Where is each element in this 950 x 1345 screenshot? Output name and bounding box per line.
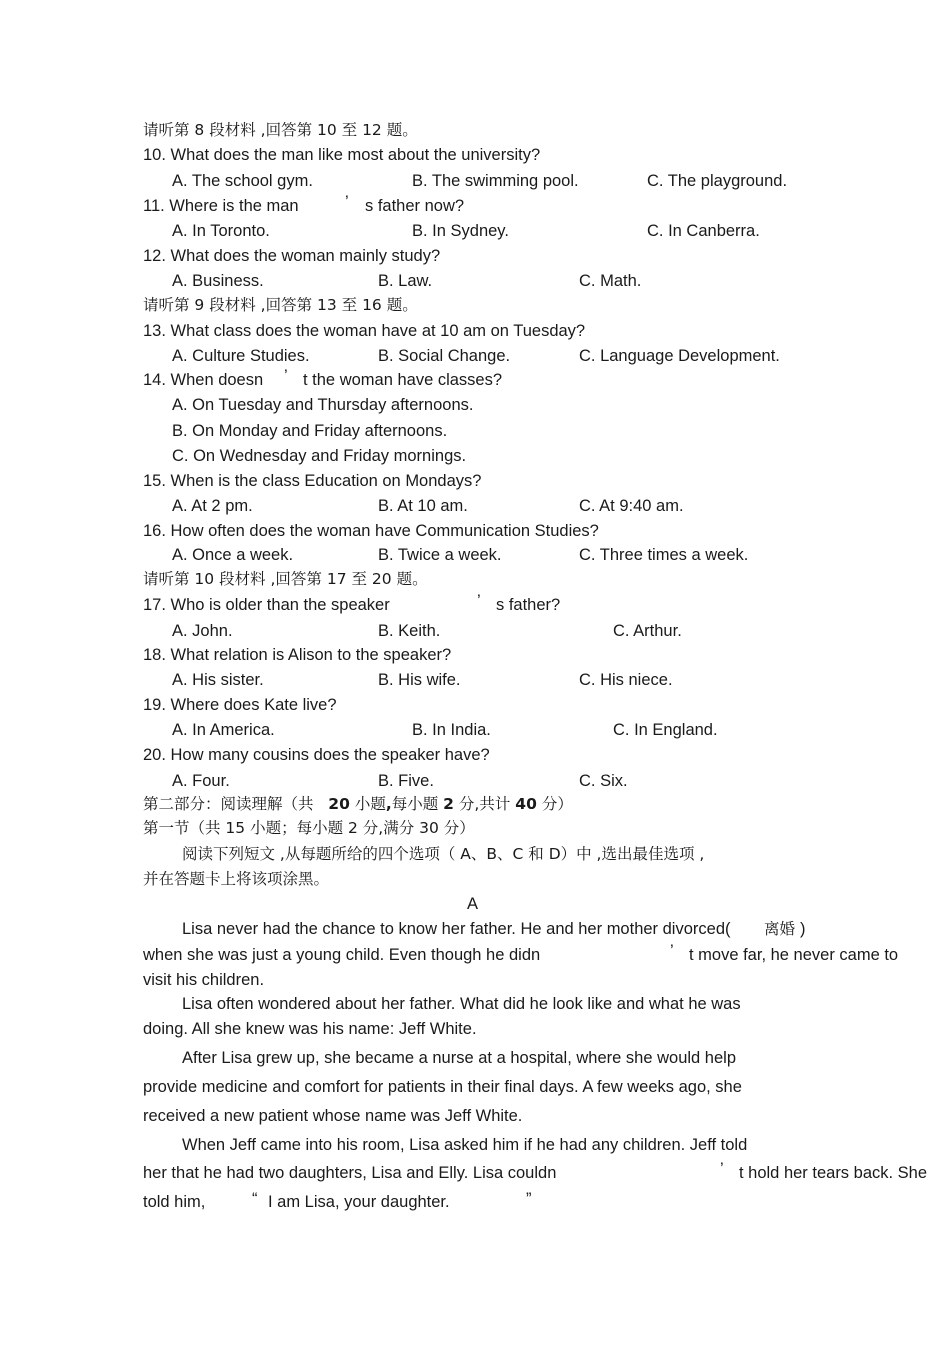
- option-18a: A. His sister.: [172, 671, 264, 689]
- option-18b: B. His wife.: [378, 671, 461, 689]
- option-18c: C. His niece.: [579, 671, 673, 689]
- option-13b: B. Social Change.: [378, 347, 511, 365]
- option-14b: B. On Monday and Friday afternoons.: [172, 422, 448, 440]
- option-12c: C. Math.: [579, 272, 642, 290]
- option-13c: C. Language Development.: [579, 347, 780, 365]
- passage-title: A: [467, 895, 479, 913]
- option-19c: C. In England.: [613, 721, 718, 739]
- option-16c: C. Three times a week.: [579, 546, 749, 564]
- question-17-part2: s father?: [496, 596, 561, 614]
- option-15c: C. At 9:40 am.: [579, 497, 684, 515]
- option-12b: B. Law.: [378, 272, 433, 290]
- option-13a: A. Culture Studies.: [172, 347, 310, 365]
- option-17a: A. John.: [172, 622, 233, 640]
- section-heading-9: 请听第 9 段材料 ,回答第 13 至 16 题。: [143, 296, 418, 314]
- option-16a: A. Once a week.: [172, 546, 294, 564]
- passage-p4-line2-part1: her that he had two daughters, Lisa and Elly. Lisa couldn: [143, 1164, 557, 1182]
- question-14-apostrophe: ’: [284, 367, 288, 385]
- passage-p4-line2-part2: t hold her tears back. She: [739, 1164, 928, 1182]
- question-14-part1: 14. When doesn: [143, 371, 264, 389]
- passage-p1-line2-part2: t move far, he never came to: [689, 946, 899, 964]
- passage-p1-gloss-close: ): [800, 920, 806, 938]
- question-13: 13. What class does the woman have at 10 am on Tuesday?: [143, 322, 586, 340]
- passage-p3-line2: provide medicine and comfort for patients in their final days. A few weeks ago, she: [143, 1078, 742, 1096]
- passage-p3-line3: received a new patient whose name was Jeff White.: [143, 1107, 523, 1125]
- option-15a: A. At 2 pm.: [172, 497, 253, 515]
- question-15: 15. When is the class Education on Mondays?: [143, 472, 482, 490]
- option-19b: B. In India.: [412, 721, 491, 739]
- passage-p1-line1: Lisa never had the chance to know her father. He and her mother divorced(: [182, 920, 731, 938]
- passage-p2-line2: doing. All she knew was his name: Jeff White.: [143, 1020, 477, 1038]
- passage-p1-line3: visit his children.: [143, 971, 265, 989]
- passage-p2-line1: Lisa often wondered about her father. What did he look like and what he was: [182, 995, 741, 1013]
- passage-p4-line1: When Jeff came into his room, Lisa asked him if he had any children. Jeff told: [182, 1136, 748, 1154]
- option-19a: A. In America.: [172, 721, 275, 739]
- option-20c: C. Six.: [579, 772, 628, 790]
- question-11-part1: 11. Where is the man: [143, 197, 299, 215]
- section-heading-8: 请听第 8 段材料 ,回答第 10 至 12 题。: [143, 121, 418, 139]
- option-20b: B. Five.: [378, 772, 434, 790]
- question-20: 20. How many cousins does the speaker have?: [143, 746, 490, 764]
- option-10c: C. The playground.: [647, 172, 788, 190]
- part-two-heading: 第二部分：阅读理解（共 20 小题,每小题 2 分,共计 40 分）: [143, 795, 573, 813]
- section-one-heading: 第一节（共 15 小题；每小题 2 分,满分 30 分）: [143, 819, 475, 837]
- passage-p4-line3-part1: told him,: [143, 1193, 206, 1211]
- option-10b: B. The swimming pool.: [412, 172, 579, 190]
- question-14-part2: t the woman have classes?: [303, 371, 503, 389]
- option-14c: C. On Wednesday and Friday mornings.: [172, 447, 467, 465]
- option-10a: A. The school gym.: [172, 172, 313, 190]
- passage-p4-line2-apostrophe: ’: [720, 1160, 724, 1178]
- question-10: 10. What does the man like most about the university?: [143, 146, 541, 164]
- instructions-line-1: 阅读下列短文 ,从每题所给的四个选项（ A、B、C 和 D）中 ,选出最佳选项 ,: [182, 845, 705, 863]
- instructions-line-2: 并在答题卡上将该项涂黑。: [143, 870, 330, 888]
- passage-p1-line2-part1: when she was just a young child. Even though he didn: [143, 946, 541, 964]
- passage-p1-line2-apostrophe: ’: [670, 942, 674, 960]
- option-11c: C. In Canberra.: [647, 222, 760, 240]
- passage-p3-line1: After Lisa grew up, she became a nurse at a hospital, where she would help: [182, 1049, 736, 1067]
- question-19: 19. Where does Kate live?: [143, 696, 337, 714]
- passage-p4-line3-part2: I am Lisa, your daughter.: [268, 1193, 450, 1211]
- question-17-part1: 17. Who is older than the speaker: [143, 596, 390, 614]
- option-17c: C. Arthur.: [613, 622, 682, 640]
- question-12: 12. What does the woman mainly study?: [143, 247, 441, 265]
- option-17b: B. Keith.: [378, 622, 441, 640]
- option-20a: A. Four.: [172, 772, 230, 790]
- option-16b: B. Twice a week.: [378, 546, 502, 564]
- passage-p1-gloss: 离婚: [764, 920, 796, 938]
- question-17-apostrophe: ’: [477, 592, 481, 610]
- question-16: 16. How often does the woman have Communication Studies?: [143, 522, 599, 540]
- question-11-part2: s father now?: [365, 197, 465, 215]
- question-11-apostrophe: ’: [345, 193, 349, 211]
- option-11a: A. In Toronto.: [172, 222, 270, 240]
- section-heading-10: 请听第 10 段材料 ,回答第 17 至 20 题。: [143, 570, 428, 588]
- passage-p4-close-quote: ”: [526, 1190, 532, 1208]
- passage-p4-open-quote: “: [252, 1190, 258, 1208]
- option-11b: B. In Sydney.: [412, 222, 509, 240]
- option-14a: A. On Tuesday and Thursday afternoons.: [172, 396, 474, 414]
- option-12a: A. Business.: [172, 272, 264, 290]
- option-15b: B. At 10 am.: [378, 497, 468, 515]
- question-18: 18. What relation is Alison to the speaker?: [143, 646, 452, 664]
